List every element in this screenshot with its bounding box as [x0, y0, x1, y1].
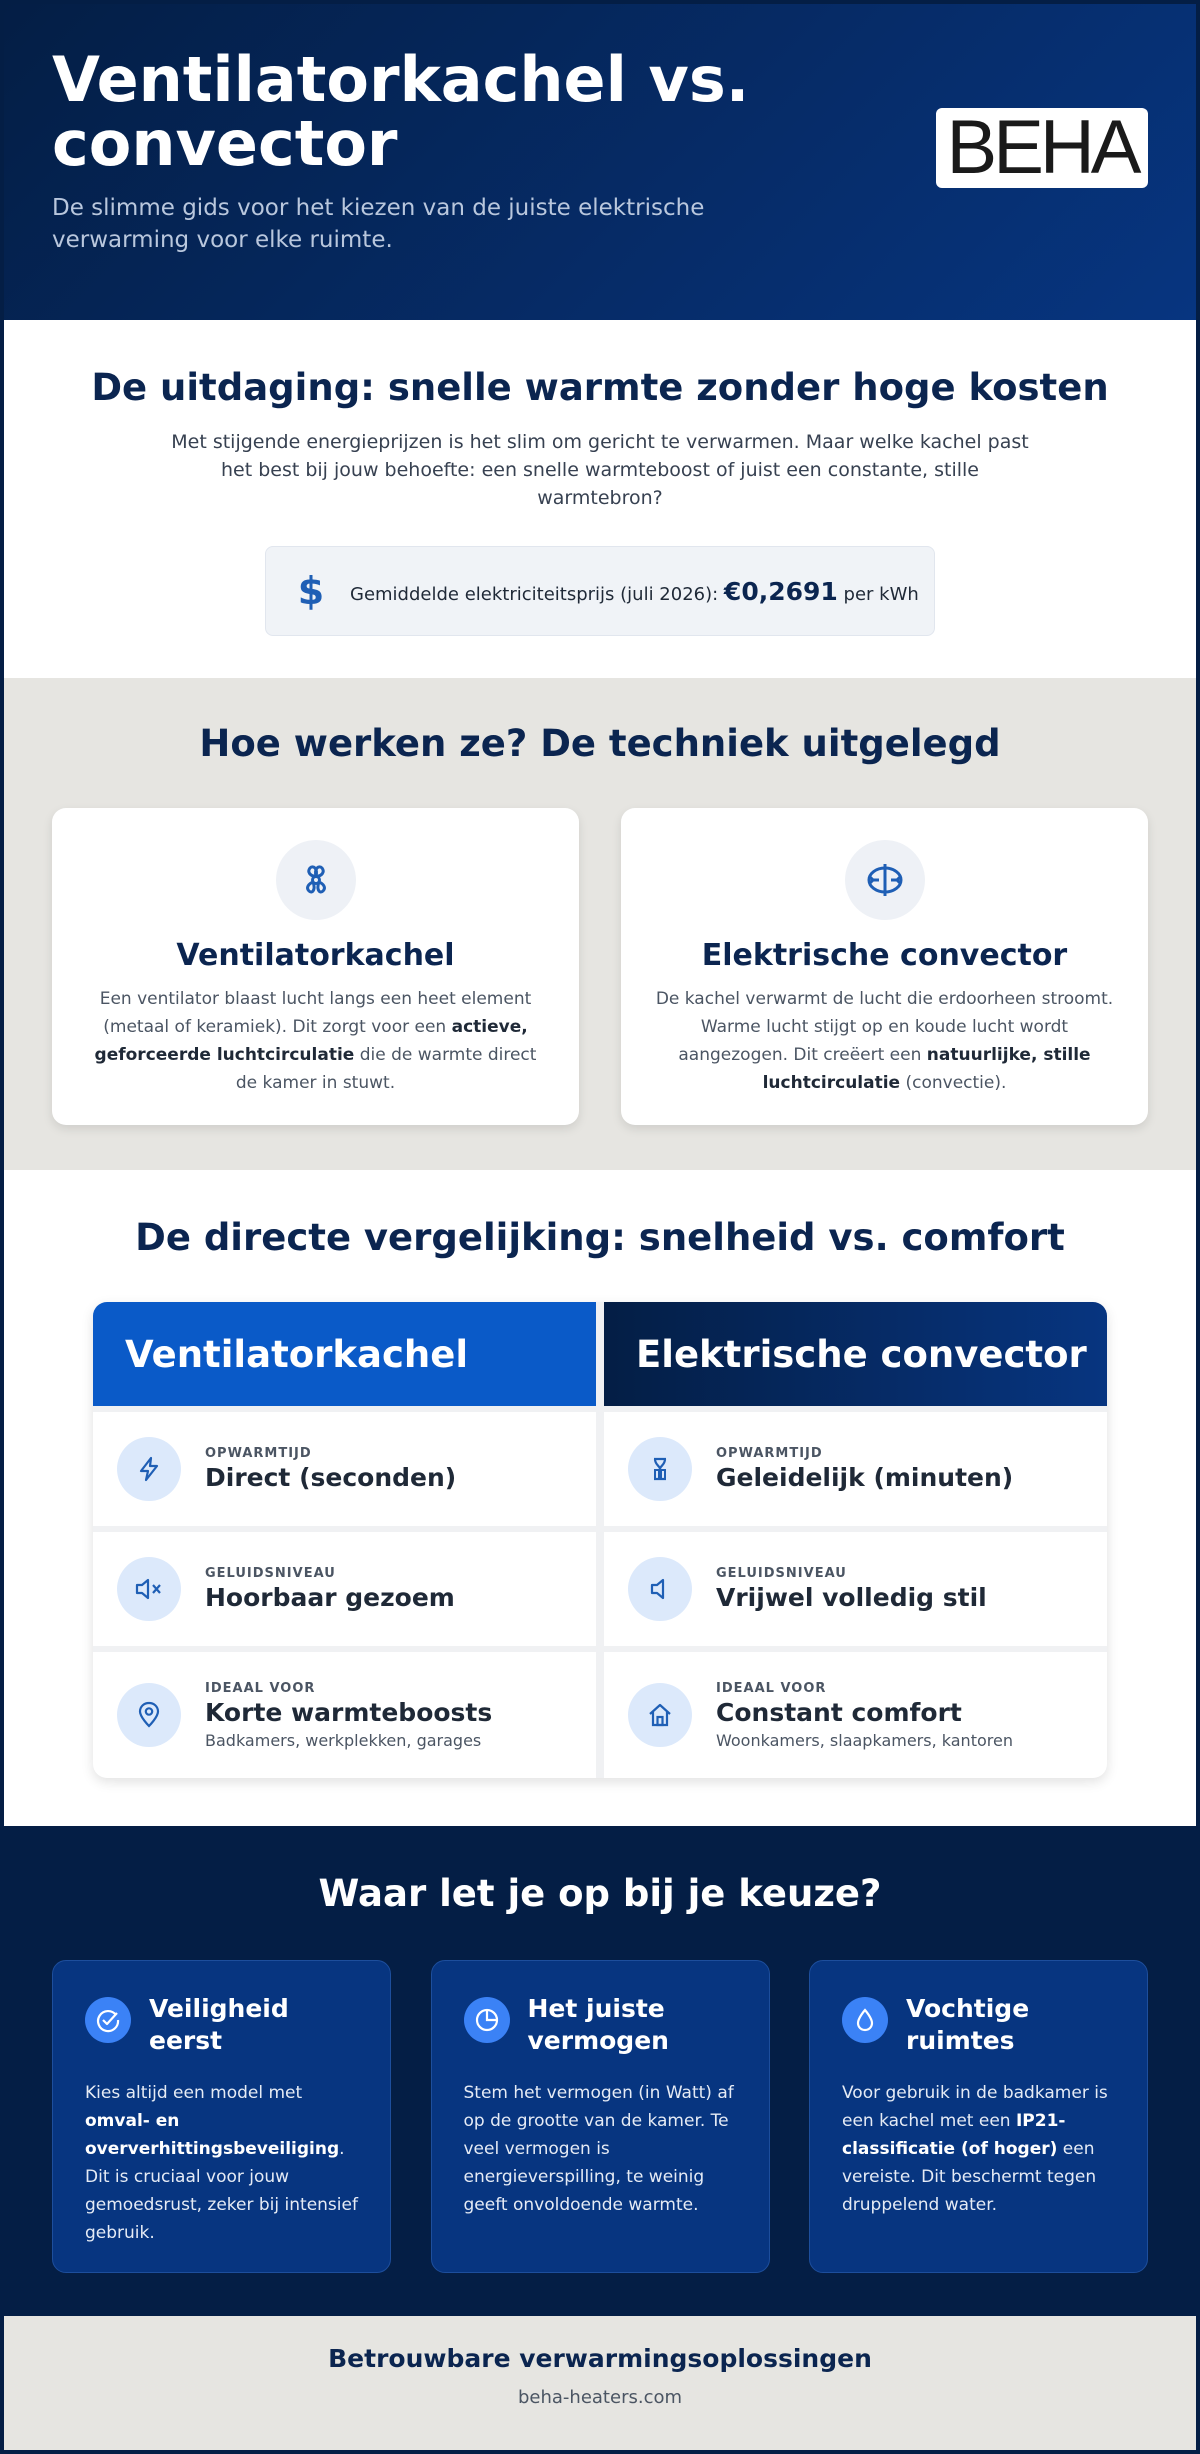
table-row	[604, 1652, 1107, 1778]
convection-icon	[845, 840, 925, 920]
tip-card-power	[431, 1960, 770, 2273]
speaker-mute-icon	[117, 1557, 181, 1621]
tip-card-title: Vochtige ruimtes	[906, 1994, 1030, 2055]
row-label: GELUIDSNIVEAU	[205, 1566, 336, 1581]
technique-section	[4, 678, 1196, 1170]
tip-card-header	[85, 1993, 358, 2057]
dollar-icon: $	[297, 569, 325, 613]
tip-card-humid-rooms	[809, 1960, 1148, 2273]
tech-card-convector	[621, 808, 1148, 1125]
column-header: Ventilatorkachel	[93, 1302, 596, 1406]
page-title: Ventilatorkachel vs. convector	[52, 43, 750, 180]
price-label: Gemiddelde elektriciteitsprijs (juli 2026):	[350, 583, 719, 605]
comparison-column-fan-heater	[93, 1302, 596, 1778]
row-label: IDEAAL VOOR	[716, 1680, 827, 1696]
electricity-price-box	[265, 546, 935, 636]
row-value: Hoorbaar gezoem	[205, 1583, 455, 1612]
table-row	[604, 1532, 1107, 1646]
tip-card-text: Stem het vermogen (in Watt) af op de grootte van de kamer. Te veel vermogen is energieverspilling, te weinig geeft onvoldoende warmte.	[463, 2083, 734, 2215]
price-value: €0,2691	[723, 576, 838, 606]
tips-title: Waar let je op bij je keuze?	[318, 1872, 882, 1915]
tips-section	[4, 1826, 1196, 2316]
price-unit: per kWh	[843, 583, 919, 605]
row-text	[716, 1446, 1013, 1492]
footer-title: Betrouwbare verwarmingsoplossingen	[328, 2344, 872, 2373]
row-text	[716, 1681, 1013, 1750]
column-header: Elektrische convector	[604, 1302, 1107, 1406]
comparison-section	[4, 1170, 1196, 1826]
tip-card-header	[464, 1993, 737, 2057]
tech-card-fan-heater	[52, 808, 579, 1125]
tip-card-header	[842, 1993, 1115, 2057]
footer-link[interactable]: beha-heaters.com	[517, 2387, 683, 2408]
challenge-text: Met stijgende energieprijzen is het slim om gericht te verwarmen. Maar welke kachel past het best bij jouw behoefte: een snelle warmteboost of juist een constante, stille warmtebron?	[171, 431, 1029, 509]
technique-title: Hoe werken ze? De techniek uitgelegd	[199, 722, 1001, 765]
tip-card-text: Kies altijd een model met omval- en oververhittingsbeveiliging. Dit is cruciaal voor jouw gemoedsrust, zeker bij intensief gebruik.	[85, 2083, 358, 2243]
table-row	[93, 1532, 596, 1646]
tip-card-safety	[52, 1960, 391, 2273]
tech-card-title: Elektrische convector	[701, 938, 1068, 973]
row-label: GELUIDSNIVEAU	[716, 1566, 847, 1581]
row-label: OPWARMTIJD	[205, 1446, 312, 1461]
tip-card-title: Veiligheid eerst	[149, 1994, 289, 2055]
row-value: Direct (seconden)	[205, 1463, 457, 1492]
row-text	[716, 1566, 987, 1612]
row-label: OPWARMTIJD	[716, 1446, 823, 1461]
brand-logo-text: BEHA	[946, 105, 1138, 190]
hourglass-icon	[628, 1437, 692, 1501]
home-icon	[628, 1683, 692, 1747]
row-subtext: Badkamers, werkplekken, garages	[205, 1730, 482, 1750]
row-text	[205, 1446, 456, 1492]
tip-card-title: Het juiste vermogen	[527, 1994, 669, 2055]
location-pin-icon	[117, 1683, 181, 1747]
tips-cards	[4, 1960, 1196, 2273]
table-row	[93, 1652, 596, 1778]
pie-chart-icon	[464, 1997, 510, 2043]
challenge-section	[4, 320, 1196, 678]
tech-card-description: De kachel verwarmt de lucht die erdoorheen stroomt. Warme lucht stijgt op en koude lucht wordt aangezogen. Dit creëert een natuurlijke, stille luchtcirculatie (convectie).	[655, 989, 1114, 1093]
challenge-title: De uitdaging: snelle warmte zonder hoge kosten	[91, 366, 1109, 409]
check-circle-icon	[85, 1997, 131, 2043]
table-row	[93, 1412, 596, 1526]
hero-header	[4, 4, 1196, 320]
tech-card-title: Ventilatorkachel	[176, 938, 455, 973]
speaker-low-icon	[628, 1557, 692, 1621]
row-label: IDEAAL VOOR	[205, 1680, 316, 1696]
water-drop-icon	[842, 1997, 888, 2043]
brand-logo[interactable]	[936, 105, 1148, 190]
footer	[4, 2316, 1196, 2450]
row-value: Geleidelijk (minuten)	[716, 1463, 1014, 1492]
row-text	[205, 1681, 492, 1750]
technique-cards	[4, 808, 1196, 1125]
row-text	[205, 1566, 455, 1612]
hero-text	[52, 43, 772, 256]
price-text	[350, 577, 919, 606]
tech-card-description: Een ventilator blaast lucht langs een heet element (metaal of keramiek). Dit zorgt voor een actieve, geforceerde luchtcirculatie die de warmte direct de kamer in stuwt.	[94, 989, 537, 1093]
table-row	[604, 1412, 1107, 1526]
comparison-table	[93, 1302, 1107, 1778]
fan-icon	[276, 840, 356, 920]
row-value: Korte warmteboosts	[205, 1697, 493, 1727]
row-value: Vrijwel volledig stil	[716, 1583, 987, 1612]
row-value: Constant comfort	[716, 1697, 962, 1727]
row-subtext: Woonkamers, slaapkamers, kantoren	[716, 1730, 1013, 1750]
lightning-icon	[117, 1437, 181, 1501]
comparison-title: De directe vergelijking: snelheid vs. comfort	[135, 1216, 1065, 1259]
comparison-column-convector	[604, 1302, 1107, 1778]
page-subtitle: De slimme gids voor het kiezen van de juiste elektrische verwarming voor elke ruimte.	[52, 195, 705, 253]
tip-card-text: Voor gebruik in de badkamer is een kachel met een IP21-classificatie (of hoger) een vereiste. Dit beschermt tegen druppelend water.	[842, 2083, 1108, 2215]
